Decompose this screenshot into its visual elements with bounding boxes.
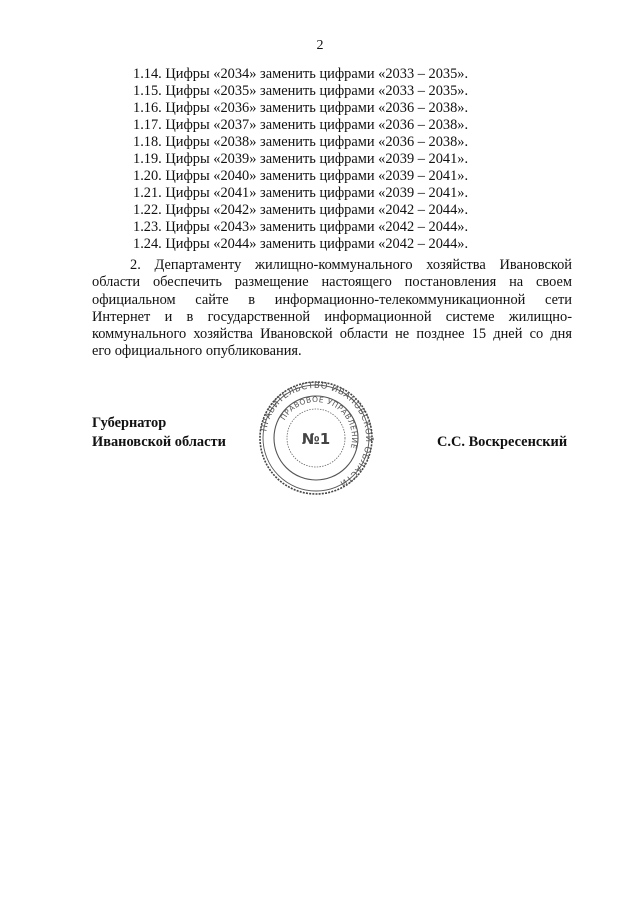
paragraph-2-line: его официального опубликования. [92, 343, 302, 360]
amendment-item: 1.15. Цифры «2035» заменить цифрами «2033 – 2035». [133, 83, 469, 99]
amendment-item: 1.23. Цифры «2043» заменить цифрами «2042 – 2044». [133, 219, 469, 235]
official-seal [258, 380, 374, 496]
paragraph-2 [92, 257, 572, 361]
signature-title-line1: Губернатор [92, 415, 167, 431]
amendment-item: 1.21. Цифры «2041» заменить цифрами «2039 – 2041». [133, 185, 469, 201]
paragraph-2-line: области обеспечить размещение настоящего постановления на своем [92, 274, 572, 291]
seal-number: №1 [301, 430, 331, 448]
paragraph-2-line: 2. Департаменту жилищно-коммунального хозяйства Ивановской [130, 257, 572, 273]
amendment-item: 1.22. Цифры «2042» заменить цифрами «2042 – 2044». [133, 202, 469, 218]
paragraph-2-line: официальном сайте в информационно-телекоммуникационной сети [92, 291, 572, 308]
amendment-item: 1.16. Цифры «2036» заменить цифрами «2036 – 2038». [133, 100, 469, 116]
paragraph-2-line: Интернет и в государственной информационной системе жилищно- [92, 308, 572, 325]
amendment-item: 1.17. Цифры «2037» заменить цифрами «2036 – 2038». [133, 117, 469, 133]
amendment-item: 1.24. Цифры «2044» заменить цифрами «2042 – 2044». [133, 236, 469, 252]
signature-title [92, 414, 226, 452]
amendment-item: 1.20. Цифры «2040» заменить цифрами «2039 – 2041». [133, 168, 469, 184]
signature-name: С.С. Воскресенский [437, 434, 568, 450]
page-number: 2 [316, 38, 324, 53]
paragraph-2-line: коммунального хозяйства Ивановской области не позднее 15 дней со дня [92, 326, 572, 343]
amendment-item: 1.14. Цифры «2034» заменить цифрами «2033 – 2035». [133, 66, 469, 82]
seal-inner-text: ПРАВОВОЕ УПРАВЛЕНИЕ [278, 394, 360, 451]
seal-outer-text: ПРАВИТЕЛЬСТВО ИВАНОВСКОЙ ОБЛАСТИ [259, 380, 374, 489]
amendment-item: 1.19. Цифры «2039» заменить цифрами «2039 – 2041». [133, 151, 469, 167]
amendment-item: 1.18. Цифры «2038» заменить цифрами «2036 – 2038». [133, 134, 469, 150]
signature-title-line2: Ивановской области [92, 434, 226, 450]
